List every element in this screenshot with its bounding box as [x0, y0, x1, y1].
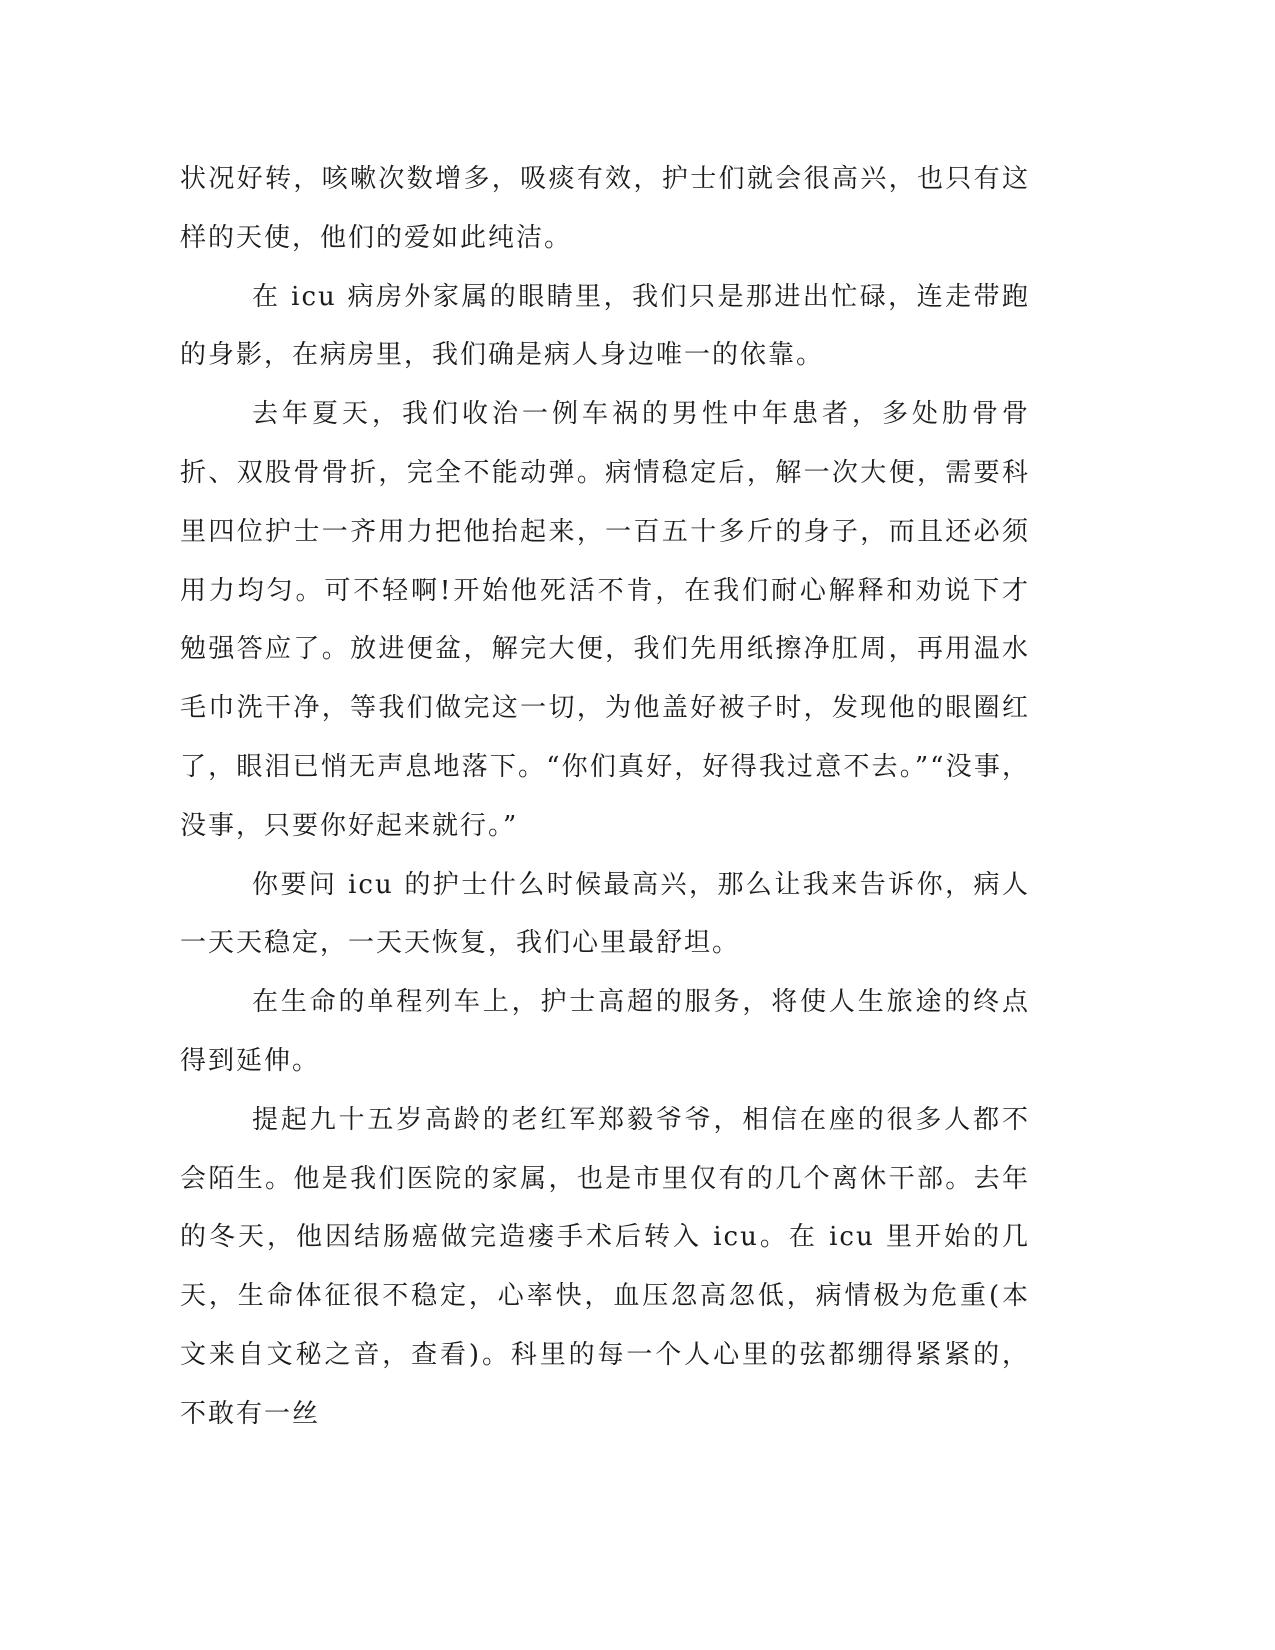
paragraph-3: 去年夏天，我们收治一例车祸的男性中年患者，多处肋骨骨折、双股骨骨折，完全不能动弹。病情稳定后，解一次大便，需要科里四位护士一齐用力把他抬起来，一百五十多斤的身子，而且还必须用力均匀。可不轻啊!开始他死活不肯，在我们耐心解释和劝说下才勉强答应了。放进便盆，解完大便，我们先用纸擦净肛周，再用温水毛巾洗干净，等我们做完这一切，为他盖好被子时，发现他的眼圈红了，眼泪已悄无声息地落下。“你们真好，好得我过意不去。”“没事，没事，只要你好起来就行。” — [180, 399, 1030, 841]
paragraph-4: 你要问 icu 的护士什么时候最高兴，那么让我来告诉你，病人一天天稳定，一天天恢复，我们心里最舒坦。 — [180, 869, 1030, 959]
paragraph-5: 在生命的单程列车上，护士高超的服务，将使人生旅途的终点得到延伸。 — [180, 987, 1030, 1076]
paragraph-6: 提起九十五岁高龄的老红军郑毅爷爷，相信在座的很多人都不会陌生。他是我们医院的家属，也是市里仅有的几个离休干部。去年的冬天，他因结肠癌做完造瘘手术后转入 icu。在 icu 里开始的几天，生命体征很不稳定，心率快，血压忽高忽低，病情极为危重(本文来自文秘之音，查看)。科里的每一个人心里的弦都绷得紧紧的，不敢有一丝 — [180, 1104, 1030, 1429]
paragraph-1: 状况好转，咳嗽次数增多，吸痰有效，护士们就会很高兴，也只有这样的天使，他们的爱如此纯洁。 — [180, 164, 1030, 253]
paragraph-2: 在 icu 病房外家属的眼睛里，我们只是那进出忙碌，连走带跑的身影，在病房里，我们确是病人身边唯一的依靠。 — [180, 281, 1030, 371]
document-body — [180, 150, 1030, 1444]
